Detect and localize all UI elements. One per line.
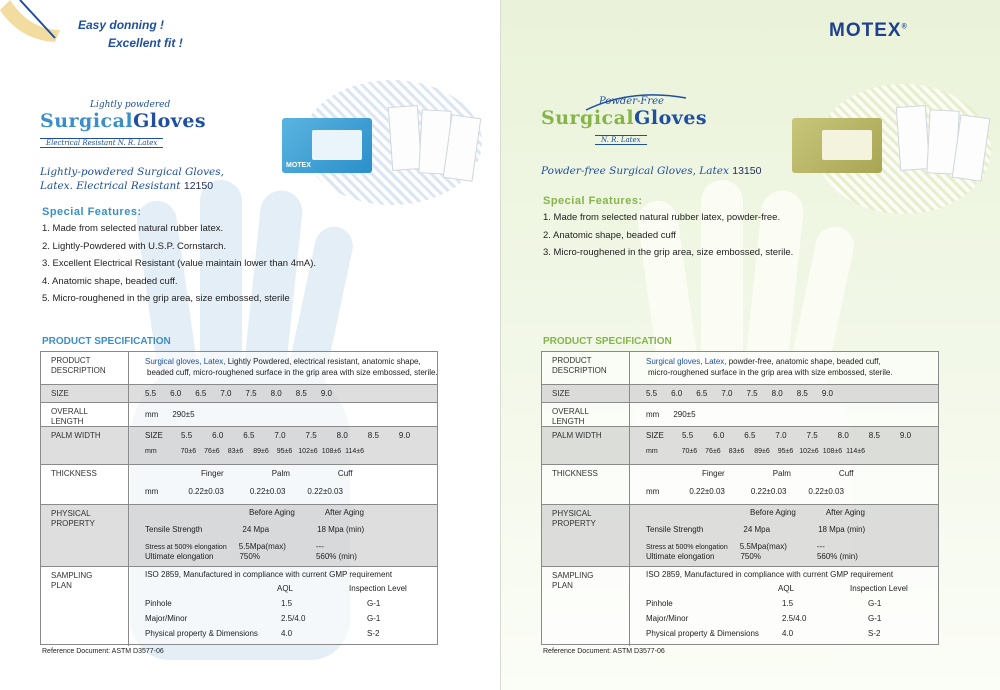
feature-item: 4. Anatomic shape, beaded cuff. <box>42 275 178 287</box>
title-word-1: Surgical <box>40 110 134 132</box>
feature-item: 5. Micro-roughened in the grip area, size embossed, sterile <box>42 293 290 304</box>
special-features <box>543 195 793 262</box>
product-title-block <box>541 96 708 147</box>
row-product-description: PRODUCT DESCRIPTION Surgical gloves, Latex, powder-free, anatomic shape, beaded cuff, micro-roughened surface in the grip area with size embossed, sterile. <box>542 352 938 384</box>
feature-item: 1. Made from selected natural rubber latex, powder-free. <box>543 212 781 223</box>
product-title-block <box>40 100 207 150</box>
title-word-1: Surgical <box>541 107 635 129</box>
row-thickness: THICKNESS Finger Palm Cuff mm 0.22±0.03 0.22±0.03 0.22±0.03 <box>542 464 938 504</box>
motex-logo <box>829 20 908 42</box>
right-page <box>500 0 1000 690</box>
title-swoosh-icon <box>581 90 691 112</box>
feature-item: 2. Lightly-Powdered with U.S.P. Cornstarch. <box>42 240 227 252</box>
features-list <box>543 209 793 262</box>
description-text: Powder-free Surgical Gloves, Latex <box>541 165 729 177</box>
row-sampling-plan: SAMPLING PLAN ISO 2859, Manufactured in compliance with current GMP requirement AQL Inspection Level Pinhole 1.5 G-1 Major/Minor 2.5/4.0 G-1 Physical property & Dimensions 4.0 S-2 <box>41 566 437 646</box>
row-size: SIZE 5.5 6.0 6.5 7.0 7.5 8.0 8.5 9.0 <box>41 384 437 402</box>
glove-packet <box>388 105 422 171</box>
reference-document: Reference Document: ASTM D3577-06 <box>42 648 164 655</box>
glove-box <box>792 118 882 173</box>
row-product-description: PRODUCT DESCRIPTION Surgical gloves, Latex, Lightly Powdered, electrical resistant, anatomic shape, beaded cuff, micro-roughened surface in the grip area with size embossed, sterile. <box>41 352 437 384</box>
title-word-2: Gloves <box>133 110 207 132</box>
box-logo: MOTEX <box>286 162 311 169</box>
feature-item: 3. Excellent Electrical Resistant (value maintain lower than 4mA). <box>42 258 317 269</box>
spec-table <box>541 351 939 645</box>
features-list <box>42 220 316 308</box>
title-top-text: Lightly powdered <box>90 100 171 110</box>
title-top-text: Powder-Free <box>599 96 664 107</box>
pen-glove-icon <box>0 0 60 45</box>
product-photo <box>786 88 996 213</box>
features-title: Special Features: <box>543 195 643 207</box>
registered-mark: ® <box>901 23 908 31</box>
spec-table <box>40 351 438 645</box>
glove-box <box>282 118 372 173</box>
row-palm-width: PALM WIDTH SIZE 5.5 6.0 6.5 7.0 7.5 8.0 8.5 9.0 mm 70±6 76±6 83±6 89±6 95±6 102±6 108±6 114±6 <box>542 426 938 464</box>
feature-item: 2. Anatomic shape, beaded cuff <box>543 229 676 241</box>
row-physical-property: PHYSICAL PROPERTY Before Aging After Aging Tensile Strength 24 Mpa 18 Mpa (min) Stress at 500% elongation 5.5Mpa(max) --- Ultimate elongation 750% 560% (min) <box>41 504 437 566</box>
reference-document: Reference Document: ASTM D3577-06 <box>543 648 665 655</box>
row-size: SIZE 5.5 6.0 6.5 7.0 7.5 8.0 8.5 9.0 <box>542 384 938 402</box>
product-description-heading <box>40 165 260 193</box>
spec-title: PRODUCT SPECIFICATION <box>543 336 672 347</box>
title-sub: N. R. Latex <box>595 135 647 145</box>
row-thickness: THICKNESS Finger Palm Cuff mm 0.22±0.03 0.22±0.03 0.22±0.03 <box>41 464 437 504</box>
product-code: 12150 <box>183 180 214 192</box>
row-overall-length: OVERALL LENGTH mm 290±5 <box>41 402 437 426</box>
product-title <box>40 110 207 132</box>
slogan-line-2: Excellent fit ! <box>108 36 183 50</box>
feature-item: 1. Made from selected natural rubber latex. <box>42 223 224 234</box>
row-physical-property: PHYSICAL PROPERTY Before Aging After Aging Tensile Strength 24 Mpa 18 Mpa (min) Stress at 500% elongation 5.5Mpa(max) --- Ultimate elongation 750% 560% (min) <box>542 504 938 566</box>
feature-item: 3. Micro-roughened in the grip area, size embossed, sterile. <box>543 247 794 258</box>
logo-text: MOTEX <box>829 20 902 41</box>
product-photo <box>272 88 482 198</box>
title-word-2: Gloves <box>634 107 708 129</box>
special-features <box>42 206 316 308</box>
row-sampling-plan: SAMPLING PLAN ISO 2859, Manufactured in compliance with current GMP requirement AQL Inspection Level Pinhole 1.5 G-1 Major/Minor 2.5/4.0 G-1 Physical property & Dimensions 4.0 S-2 <box>542 566 938 646</box>
row-palm-width: PALM WIDTH SIZE 5.5 6.0 6.5 7.0 7.5 8.0 8.5 9.0 mm 70±6 76±6 83±6 89±6 95±6 102±6 108±6 114±6 <box>41 426 437 464</box>
description-text: Lightly-powdered Surgical Gloves, Latex. Electrical Resistant <box>40 166 224 192</box>
row-overall-length: OVERALL LENGTH mm 290±5 <box>542 402 938 426</box>
product-description-heading <box>541 164 801 178</box>
glove-packet <box>896 105 930 171</box>
title-sub: Electrical Resistant N. R. Latex <box>40 138 163 148</box>
features-title: Special Features: <box>42 206 142 218</box>
slogan-line-1: Easy donning ! <box>78 18 165 32</box>
spec-title: PRODUCT SPECIFICATION <box>42 336 171 347</box>
product-code: 13150 <box>732 165 762 177</box>
